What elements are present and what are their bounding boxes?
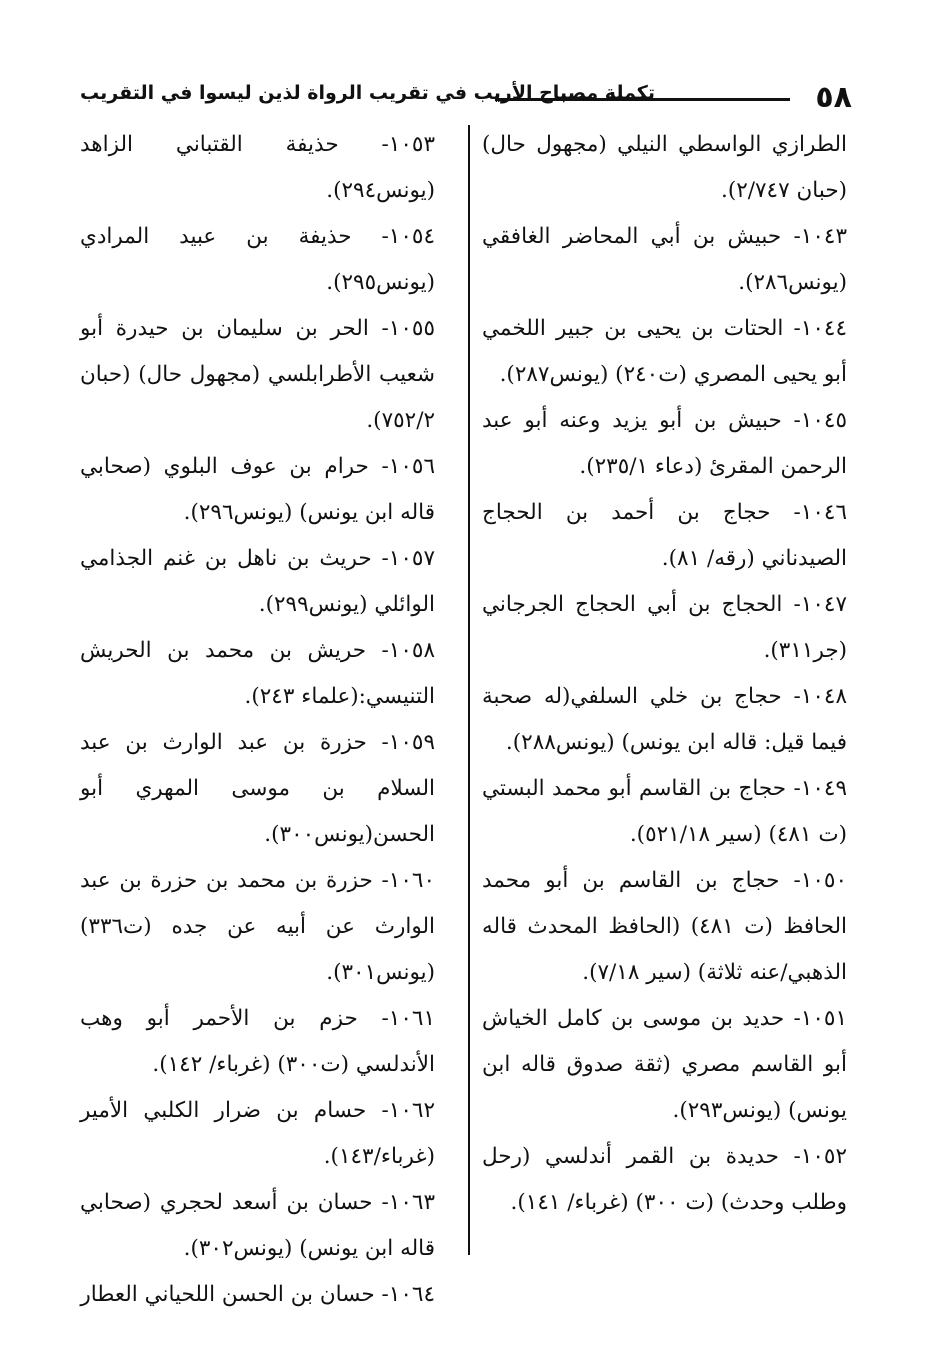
entry-1044: ١٠٤٤- الحتات بن يحيى بن جبير اللخمي أبو يحيى المصري (ت٢٤٠) (يونس٢٨٧). (482, 316, 847, 387)
right-column (482, 122, 847, 1226)
running-title: تكملة مصباح الأريب في تقريب الرواة لذين ليسوا في التقريب (80, 82, 655, 104)
entry-1057: ١٠٥٧- حريث بن ناهل بن غنم الجذامي الوائلي (يونس٢٩٩). (80, 546, 435, 617)
entry-1049: ١٠٤٩- حجاج بن القاسم أبو محمد البستي (ت ٤٨١) (سير ٥٢١/١٨). (482, 776, 847, 847)
entry-1059: ١٠٥٩- حزرة بن عبد الوارث بن عبد السلام بن موسى المهري أبو الحسن(يونس٣٠٠). (80, 730, 435, 847)
entry-1060: ١٠٦٠- حزرة بن محمد بن حزرة بن عبد الوارث عن أبيه عن جده (ت٣٣٦) (يونس٣٠١). (80, 868, 435, 985)
entry-1063: ١٠٦٣- حسان بن أسعد لحجري (صحابي قاله ابن يونس) (يونس٣٠٢). (80, 1190, 435, 1261)
entry-1048: ١٠٤٨- حجاج بن خلي السلفي(له صحبة فيما قيل: قاله ابن يونس) (يونس٢٨٨). (482, 684, 847, 755)
entry-1046: ١٠٤٦- حجاج بن أحمد بن الحجاج الصيدناني (رقه/ ٨١). (482, 500, 847, 571)
left-column (80, 122, 435, 1318)
entry-1055: ١٠٥٥- الحر بن سليمان بن حيدرة أبو شعيب الأطرابلسي (مجهول حال) (حبان ٧٥٢/٢). (80, 316, 435, 433)
entry-1043: ١٠٤٣- حبيش بن أبي المحاضر الغافقي (يونس٢٨٦). (482, 224, 847, 295)
page-header (80, 78, 870, 118)
entry-1045: ١٠٤٥- حبيش بن أبو يزيد وعنه أبو عبد الرحمن المقرئ (دعاء ٢٣٥/١). (482, 408, 847, 479)
entry-1061: ١٠٦١- حزم بن الأحمر أبو وهب الأندلسي (ت٣٠٠) (غرباء/ ١٤٢). (80, 1006, 435, 1077)
entry-1051: ١٠٥١- حديد بن موسى بن كامل الخياش أبو القاسم مصري (ثقة صدوق قاله ابن يونس) (يونس٢٩٣). (482, 1006, 847, 1123)
entry-1052: ١٠٥٢- حديدة بن القمر أندلسي (رحل وطلب وحدث) (ت ٣٠٠) (غرباء/ ١٤١). (482, 1144, 847, 1215)
entry-1064: ١٠٦٤- حسان بن الحسن اللحياني العطار (80, 1282, 435, 1307)
entry-1062: ١٠٦٢- حسام بن ضرار الكلبي الأمير (غرباء/١٤٣). (80, 1098, 435, 1169)
entry-1056: ١٠٥٦- حرام بن عوف البلوي (صحابي قاله ابن يونس) (يونس٢٩٦). (80, 454, 435, 525)
entry-1053: ١٠٥٣- حذيفة القتباني الزاهد (يونس٢٩٤). (80, 132, 435, 203)
entry-1058: ١٠٥٨- حريش بن محمد بن الحريش التنيسي:(علماء ٢٤٣). (80, 638, 435, 709)
entry-1047: ١٠٤٧- الحجاج بن أبي الحجاج الجرجاني (جر٣١١). (482, 592, 847, 663)
entry-1050: ١٠٥٠- حجاج بن القاسم بن أبو محمد الحافظ (ت ٤٨١) (الحافظ المحدث قاله الذهبي/عنه ثلاثة) (سير ٧/١٨). (482, 868, 848, 985)
page-number: ٥٨ (815, 80, 852, 115)
entry-continuation: الطرازي الواسطي النيلي (مجهول حال) (حبان ٢/٧٤٧). (482, 132, 847, 203)
column-divider (468, 125, 470, 1255)
entry-1054: ١٠٥٤- حذيفة بن عبيد المرادي (يونس٢٩٥). (80, 224, 435, 295)
